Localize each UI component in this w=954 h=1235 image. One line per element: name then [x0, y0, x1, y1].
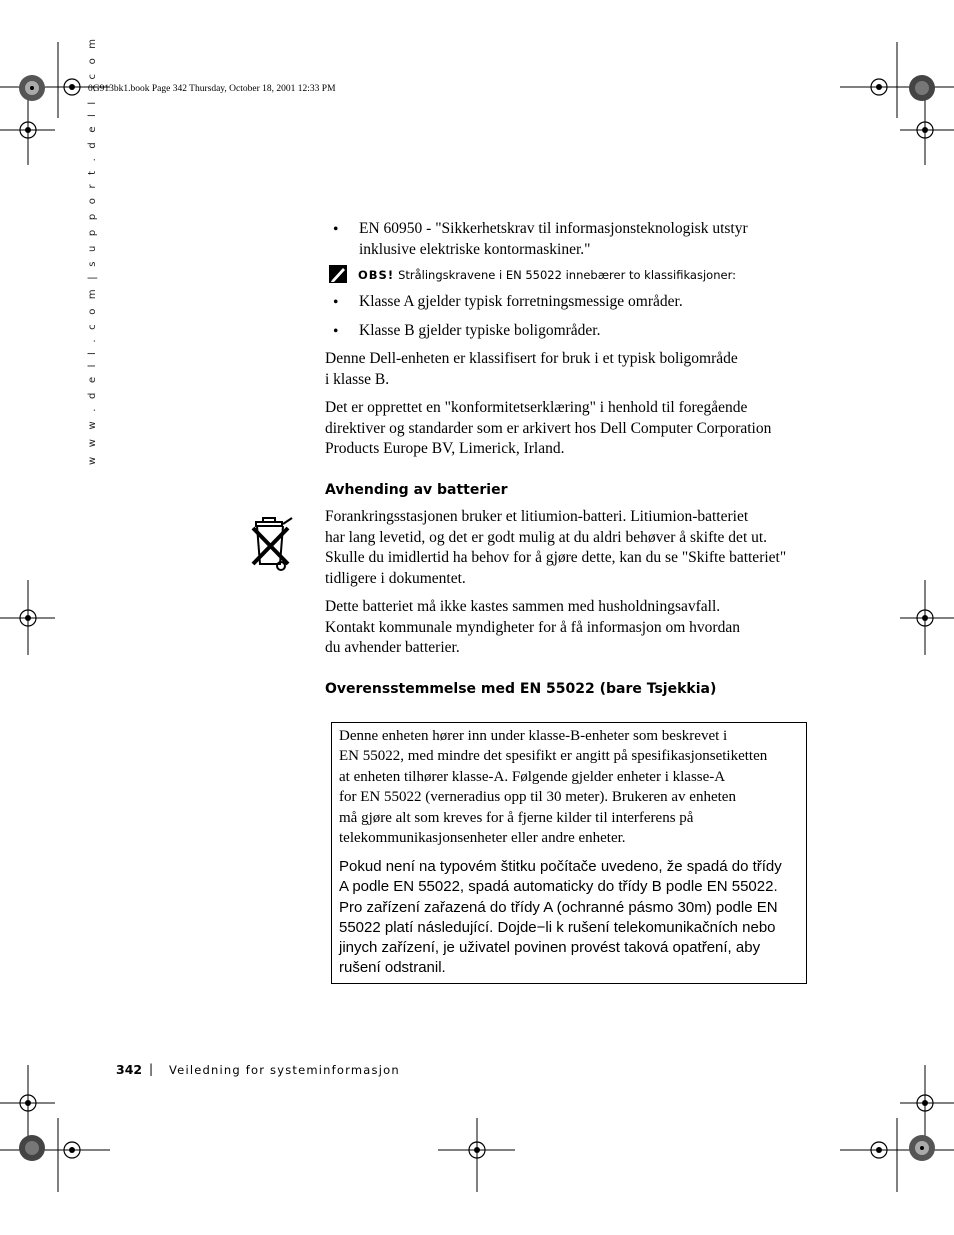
notice-line: telekommunikasjonsenheter eller andre enheter.: [339, 830, 626, 847]
notice-line: rušení odstranil.: [339, 959, 446, 977]
notice-line: jinych zařízení, je uživatel povinen provést taková opatření, aby: [339, 939, 761, 957]
note: [358, 268, 736, 282]
footer-separator: |: [149, 1062, 154, 1076]
section-heading: Overensstemmelse med EN 55022 (bare Tsjekkia): [325, 681, 717, 697]
list-item: [359, 219, 809, 260]
paragraph-line: Det er opprettet en "konformitetserklæring" i henhold til foregående: [325, 399, 748, 416]
list-item-line: EN 60950 - "Sikkerhetskrav til informasjonsteknologisk utstyr: [359, 220, 748, 237]
list-item-line: inklusive elektriske kontormaskiner.": [359, 240, 591, 258]
footer-title: Veiledning for systeminformasjon: [169, 1063, 400, 1077]
notice-line: for EN 55022 (verneradius opp til 30 meter). Brukeren av enheten: [339, 789, 736, 806]
bullet-symbol: •: [333, 323, 339, 340]
paragraph-line: Skulle du imidlertid ha behov for å gjøre dette, kan du se "Skifte batteriet": [325, 549, 787, 566]
paragraph-line: du avhender batterier.: [325, 639, 460, 656]
notice-line: må gjøre alt som kreves for å fjerne kilder til interferens på: [339, 809, 694, 826]
notice-line: at enheten tilhører klasse-A. Følgende gjelder enheter i klasse-A: [339, 768, 726, 785]
section-heading: Avhending av batterier: [325, 482, 508, 498]
paragraph: [325, 507, 815, 589]
paragraph-line: Forankringsstasjonen bruker et litiumion-batteri. Litiumion-batteriet: [325, 508, 749, 525]
paragraph-line: Products Europe BV, Limerick, Irland.: [325, 440, 565, 457]
list-item: Klasse B gjelder typiske boligområder.: [359, 322, 601, 339]
pencil-note-icon: [328, 264, 348, 284]
list-item: Klasse A gjelder typisk forretningsmessige områder.: [359, 293, 683, 310]
paragraph: [325, 597, 815, 659]
paragraph-line: Dette batteriet må ikke kastes sammen med husholdningsavfall.: [325, 598, 721, 615]
note-label: OBS!: [358, 268, 395, 282]
paragraph: [325, 398, 815, 460]
notice-line: Pro zařízení zařazená do třídy A (ochranné pásmo 30m) podle EN: [339, 898, 778, 916]
notice-line: EN 55022, med mindre det spesifikt er angitt på spesifikasjonsetiketten: [339, 748, 768, 765]
paragraph-line: i klasse B.: [325, 370, 390, 388]
paragraph-line: tidligere i dokumentet.: [325, 569, 466, 587]
paragraph-line: direktiver og standarder som er arkivert hos Dell Computer Corporation: [325, 419, 772, 437]
notice-text-czech: [339, 857, 804, 979]
crossed-out-wheelie-bin-icon: [246, 512, 296, 574]
page-number: 342: [116, 1062, 143, 1077]
side-url-text: w w w . d e l l . c o m | s u p p o r t . d e l l . c o m: [87, 35, 98, 465]
bullet-symbol: •: [333, 221, 339, 238]
paragraph: [325, 349, 815, 390]
print-header: 0G913bk1.book Page 342 Thursday, October 18, 2001 12:33 PM: [88, 84, 336, 94]
notice-line: Pokud není na typovém štitku počítače uvedeno, že spadá do třídy: [339, 858, 782, 875]
notice-line: A podle EN 55022, spadá automaticky do třídy B podle EN 55022.: [339, 878, 778, 896]
paragraph-line: har lang levetid, og det er godt mulig at du aldri behøver å skifte det ut.: [325, 528, 768, 546]
note-text: Strålingskravene i EN 55022 innebærer to klassifikasjoner:: [398, 268, 736, 282]
notice-text-norwegian: [339, 726, 804, 848]
paragraph-line: Denne Dell-enheten er klassifisert for bruk i et typisk boligområde: [325, 350, 738, 367]
paragraph-line: Kontakt kommunale myndigheter for å få informasjon om hvordan: [325, 618, 740, 636]
notice-line: 55022 platí následující. Dojde−li k rušení telekomunikačních nebo: [339, 918, 776, 936]
bullet-symbol: •: [333, 294, 339, 311]
notice-line: Denne enheten hører inn under klasse-B-enheter som beskrevet i: [339, 728, 728, 744]
